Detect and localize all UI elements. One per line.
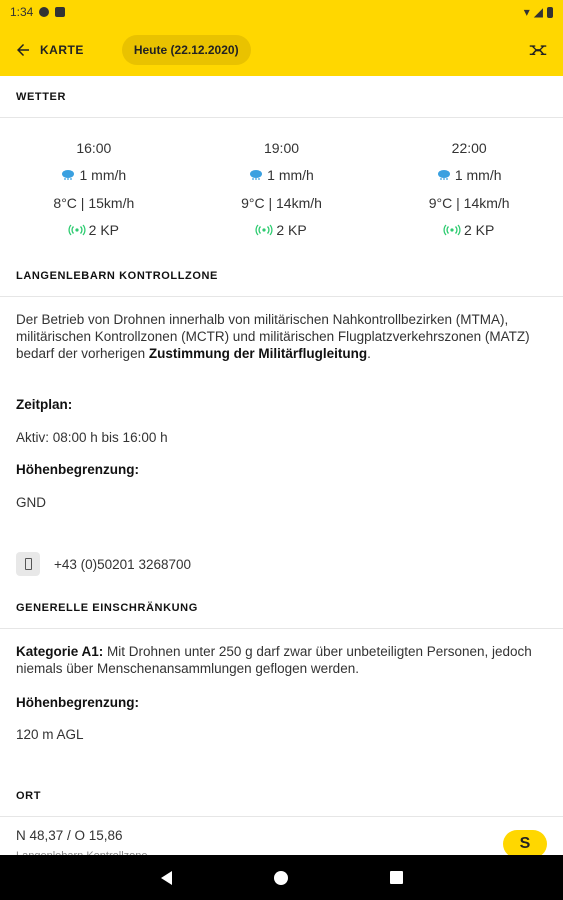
category-label: Kategorie A1: [16, 644, 104, 659]
switch-button[interactable] [503, 830, 547, 858]
rain-cloud-icon [437, 169, 451, 181]
forecast-time: 22:00 [451, 139, 487, 156]
schedule-label: Zeitplan: [16, 397, 73, 412]
nav-home-icon[interactable] [274, 871, 288, 885]
nav-back-icon[interactable] [161, 871, 172, 885]
restriction-height-value: 120 m AGL [16, 727, 84, 742]
weather-forecast [0, 120, 563, 250]
phone-contact[interactable] [16, 552, 191, 576]
forecast-temp-wind: 8°C | 15km/h [53, 194, 135, 211]
back-to-map-button[interactable] [14, 41, 84, 59]
forecast-time: 19:00 [263, 139, 300, 156]
date-selector[interactable]: Heute (22.12.2020) [122, 35, 251, 65]
weather-section-header: WETTER [0, 76, 563, 118]
forecast-kp: 2 KP [464, 222, 495, 239]
status-bar [0, 0, 563, 24]
signal-icon: ◢ [533, 5, 543, 19]
forecast-temp-wind: 9°C | 14km/h [428, 194, 510, 211]
forecast-precip: 1 mm/h [267, 167, 314, 184]
forecast-column [188, 120, 376, 250]
zone-description-bold: Zustimmung der Militärflugleitung [148, 346, 368, 361]
forecast-precip: 1 mm/h [79, 167, 127, 184]
forecast-temp-wind: 9°C | 14km/h [241, 194, 322, 211]
sd-card-icon [55, 7, 65, 17]
location-name [16, 848, 546, 855]
schedule-value: Aktiv: 08:00 h bis 16:00 h [16, 430, 168, 445]
phone-number[interactable]: +43 (0)50201 3268700 [54, 556, 191, 572]
geomagnetic-signal-icon [256, 224, 272, 236]
system-nav-bar [0, 855, 563, 900]
battery-icon [547, 7, 553, 18]
clock: 1:34 [10, 5, 34, 19]
location-coordinates: N 48,37 / O 15,86 [16, 828, 123, 843]
phone-icon [16, 552, 40, 576]
drone-icon[interactable] [527, 39, 549, 61]
zone-height-value: GND [16, 495, 46, 510]
back-label: KARTE [40, 43, 84, 57]
wifi-icon: ▾ [523, 5, 530, 19]
restriction-section-header: GENERELLE EINSCHRÄNKUNG [0, 587, 563, 629]
forecast-kp: 2 KP [276, 222, 307, 239]
forecast-precip: 1 mm/h [454, 167, 502, 184]
zone-description [16, 311, 546, 362]
forecast-kp: 2 KP [88, 222, 120, 239]
zone-description-text: Der Betrieb von Drohnen innerhalb von militärischen Nahkontrollbezirken (MTMA), militärischen Kontrollzonen (MCTR) und militärischen Flugplatzverkehrszonen (MATZ) bedarf der vorherigen [16, 312, 530, 361]
arrow-left-icon [14, 41, 32, 59]
nav-recents-icon[interactable] [390, 871, 403, 884]
category-text: Mit Drohnen unter 250 g darf zwar über unbeteiligten Personen, jedoch niemals über Menschenansammlungen geflogen werden. [16, 644, 532, 676]
zone-description-end: . [367, 346, 371, 361]
zone-height-label: Höhenbegrenzung: [16, 462, 139, 477]
zone-section-header: LANGENLEBARN KONTROLLZONE [0, 255, 563, 297]
rain-cloud-icon [249, 169, 263, 181]
forecast-time: 16:00 [76, 139, 112, 156]
forecast-column [375, 120, 563, 250]
restriction-description [16, 643, 546, 677]
geomagnetic-signal-icon [444, 224, 460, 236]
rain-cloud-icon [61, 169, 75, 181]
restriction-height-label: Höhenbegrenzung: [16, 695, 139, 710]
location-section-header: ORT [0, 775, 563, 817]
switch-icon: S [519, 835, 531, 852]
app-bar [0, 24, 563, 76]
notification-icon [39, 7, 49, 17]
forecast-column [0, 120, 188, 250]
geomagnetic-signal-icon [69, 224, 85, 236]
